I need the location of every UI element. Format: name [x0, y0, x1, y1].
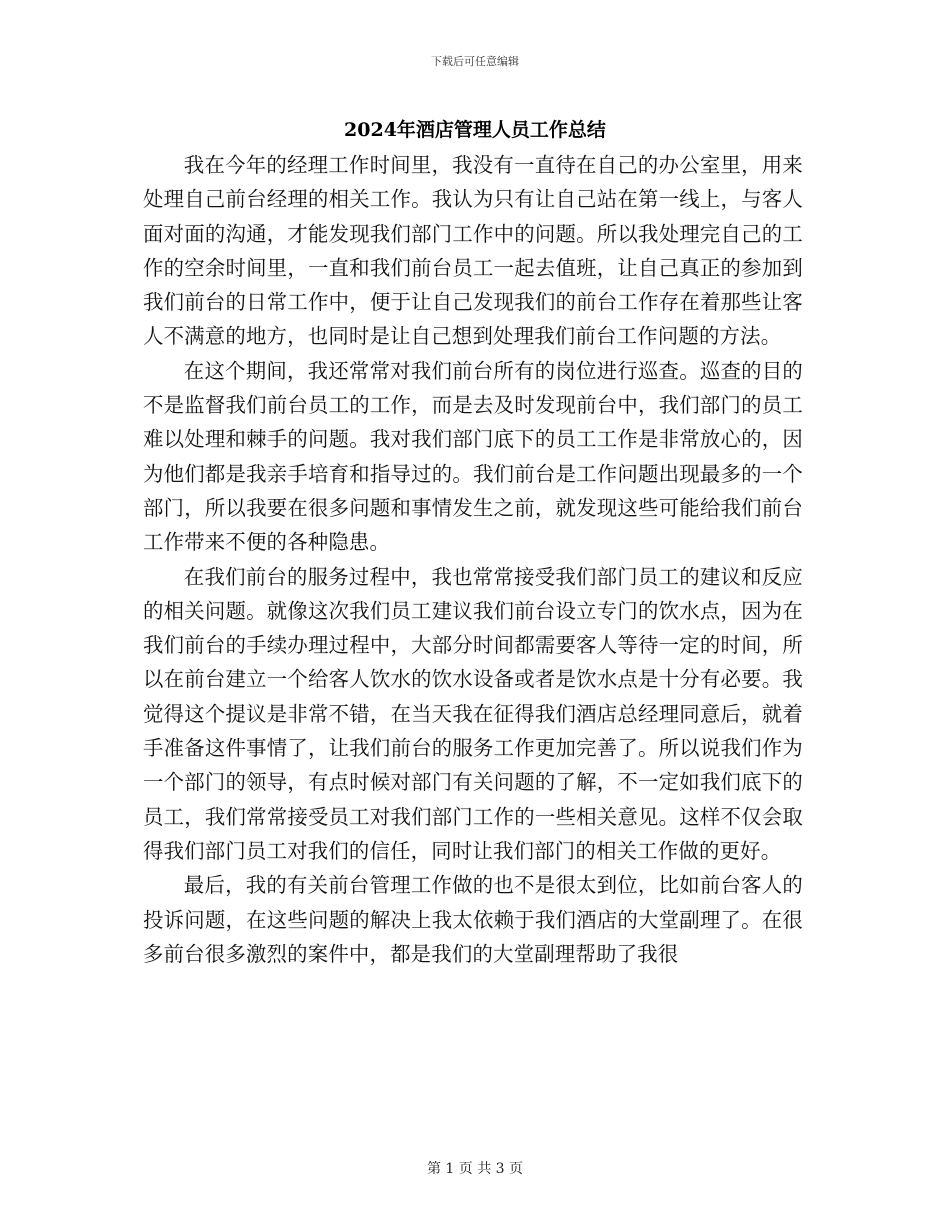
- paragraph: 在这个期间，我还常常对我们前台所有的岗位进行巡查。巡查的目的不是监督我们前台员工的工作，而是去及时发现前台中，我们部门的员工难以处理和棘手的问题。我对我们部门底下的员工工作是非常放心的，因为他们都是我亲手培育和指导过的。我们前台是工作问题出现最多的一个部门，所以我要在很多问题和事情发生之前，就发现这些可能给我们前台工作带来不便的各种隐患。: [143, 358, 803, 555]
- page-number: 第 1 页 共 3 页: [426, 1161, 524, 1177]
- document-body: [143, 148, 803, 971]
- paragraph: 我在今年的经理工作时间里，我没有一直待在自己的办公室里，用来处理自己前台经理的相关工作。我认为只有让自己站在第一线上，与客人面对面的沟通，才能发现我们部门工作中的问题。所以我处理完自己的工作的空余时间里，一直和我们前台员工一起去值班，让自己真正的参加到我们前台的日常工作中，便于让自己发现我们的前台工作存在着那些让客人不满意的地方，也同时是让自己想到处理我们前台工作问题的方法。: [143, 153, 803, 349]
- paragraph: 最后，我的有关前台管理工作做的也不是很太到位，比如前台客人的投诉问题，在这些问题的解决上我太依赖于我们酒店的大堂副理了。在很多前台很多激烈的案件中，都是我们的大堂副理帮助了我很: [143, 873, 803, 966]
- document-title: 2024年酒店管理人员工作总结: [344, 119, 606, 141]
- header-note: 下载后可任意编辑: [431, 55, 519, 68]
- paragraph: 在我们前台的服务过程中，我也常常接受我们部门员工的建议和反应的相关问题。就像这次我们员工建议我们前台设立专门的饮水点，因为在我们前台的手续办理过程中，大部分时间都需要客人等待一定的时间，所以在前台建立一个给客人饮水的饮水设备或者是饮水点是十分有必要。我觉得这个提议是非常不错，在当天我在征得我们酒店总经理同意后，就着手准备这件事情了，让我们前台的服务工作更加完善了。所以说我们作为一个部门的领导，有点时候对部门有关问题的了解，不一定如我们底下的员工，我们常常接受员工对我们部门工作的一些相关意见。这样不仅会取得我们部门员工对我们的信任，同时让我们部门的相关工作做的更好。: [143, 564, 803, 863]
